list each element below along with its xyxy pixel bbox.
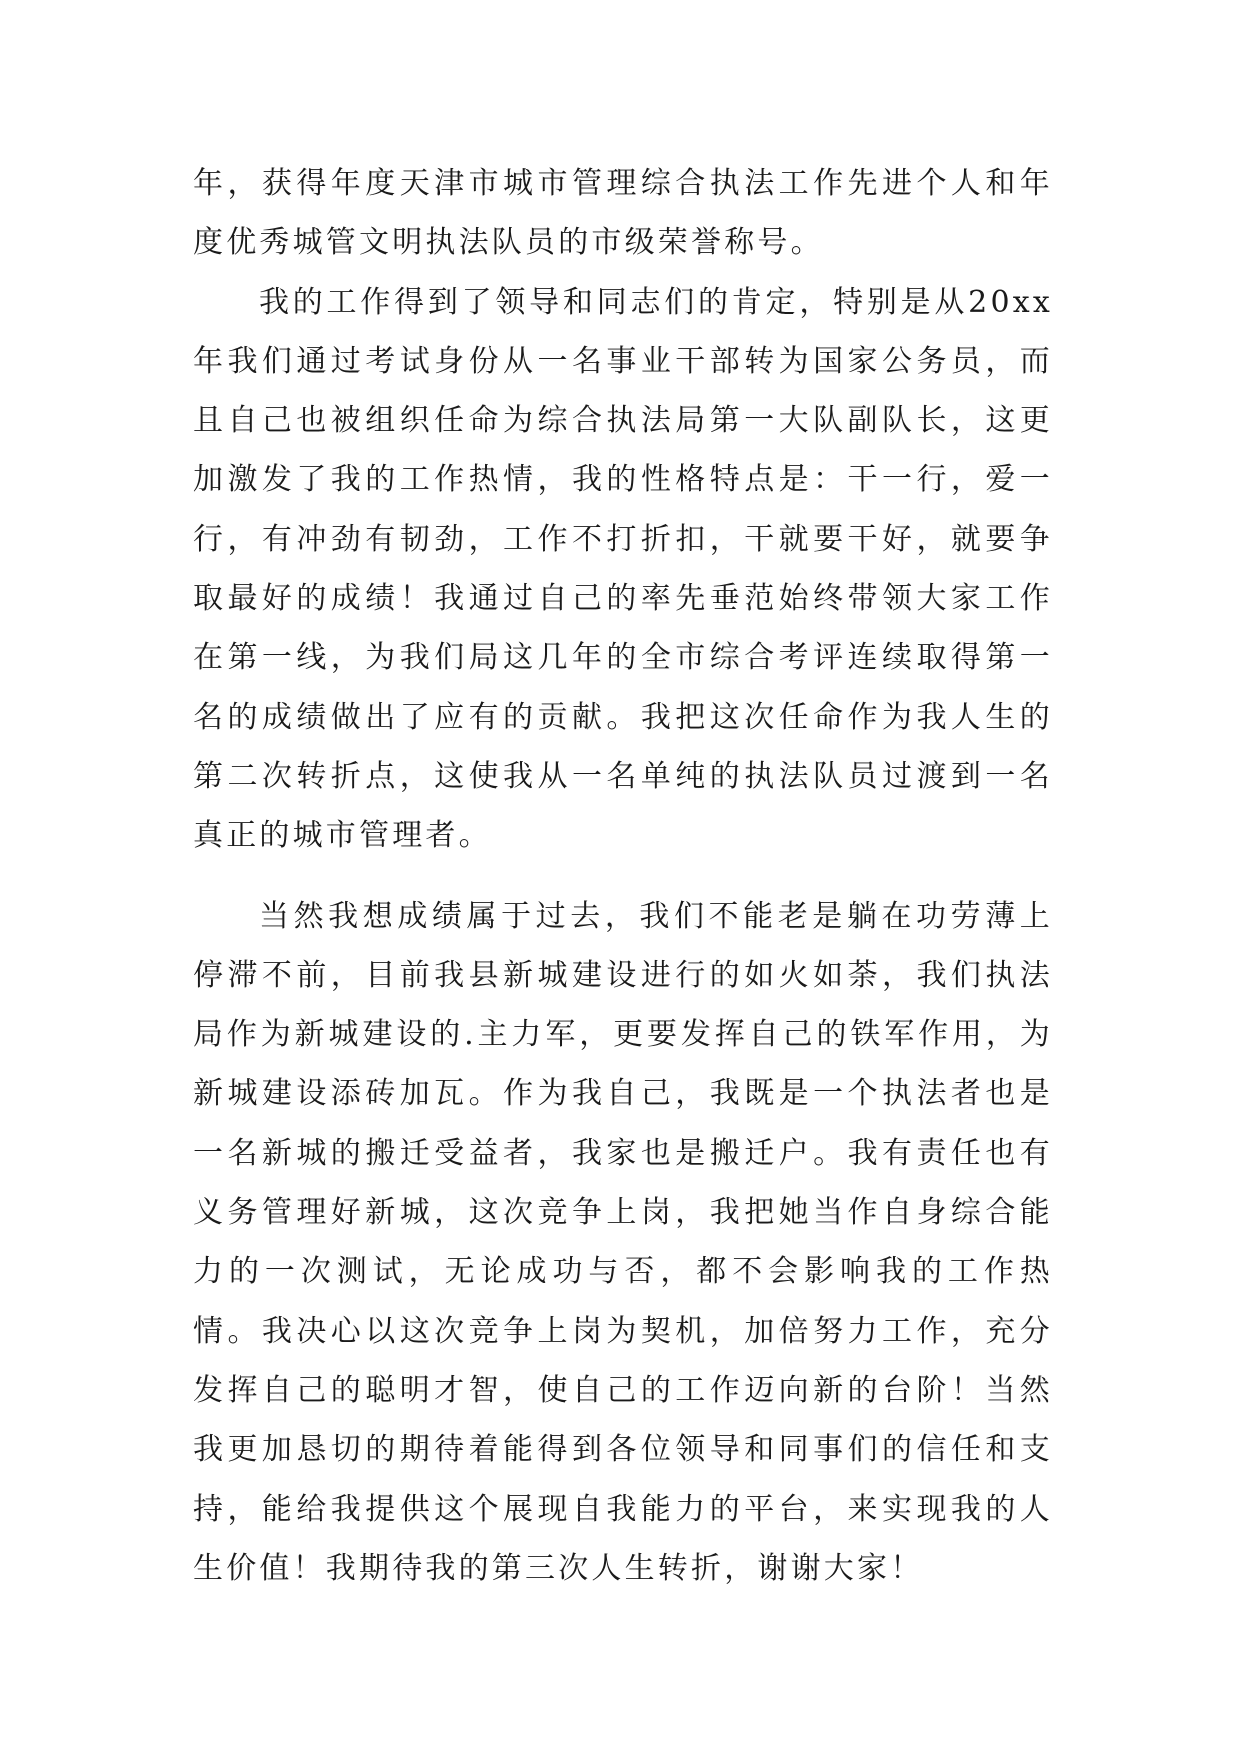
paragraph-1: 年，获得年度天津市城市管理综合执法工作先进个人和年度优秀城管文明执法队员的市级荣誉称号。 (193, 166, 1053, 261)
paragraph-3: 当然我想成绩属于过去，我们不能老是躺在功劳薄上停滞不前，目前我县新城建设进行的如火如荼，我们执法局作为新城建设的.主力军，更要发挥自己的铁军作用，为新城建设添砖加瓦。作为我自己，我既是一个执法者也是一名新城的搬迁受益者，我家也是搬迁户。我有责任也有义务管理好新城，这次竞争上岗，我把她当作自身综合能力的一次测试，无论成功与否，都不会影响我的工作热情。我决心以这次竞争上岗为契机，加倍努力工作，充分发挥自己的聪明才智，使自己的工作迈向新的台阶！当然我更加恳切的期待着能得到各位领导和同事们的信任和支持，能给我提供这个展现自我能力的平台，来实现我的人生价值！我期待我的第三次人生转折，谢谢大家！ (193, 898, 1053, 1586)
paragraph-2: 我的工作得到了领导和同志们的肯定，特别是从20xx年我们通过考试身份从一名事业干部转为国家公务员，而且自己也被组织任命为综合执法局第一大队副队长，这更加激发了我的工作热情，我的性格特点是：干一行，爱一行，有冲劲有韧劲，工作不打折扣，干就要干好，就要争取最好的成绩！我通过自己的率先垂范始终带领大家工作在第一线，为我们局这几年的全市综合考评连续取得第一名的成绩做出了应有的贡献。我把这次任命作为我人生的第二次转折点，这使我从一名单纯的执法队员过渡到一名真正的城市管理者。 (193, 284, 1053, 854)
document-body (193, 154, 1053, 1598)
